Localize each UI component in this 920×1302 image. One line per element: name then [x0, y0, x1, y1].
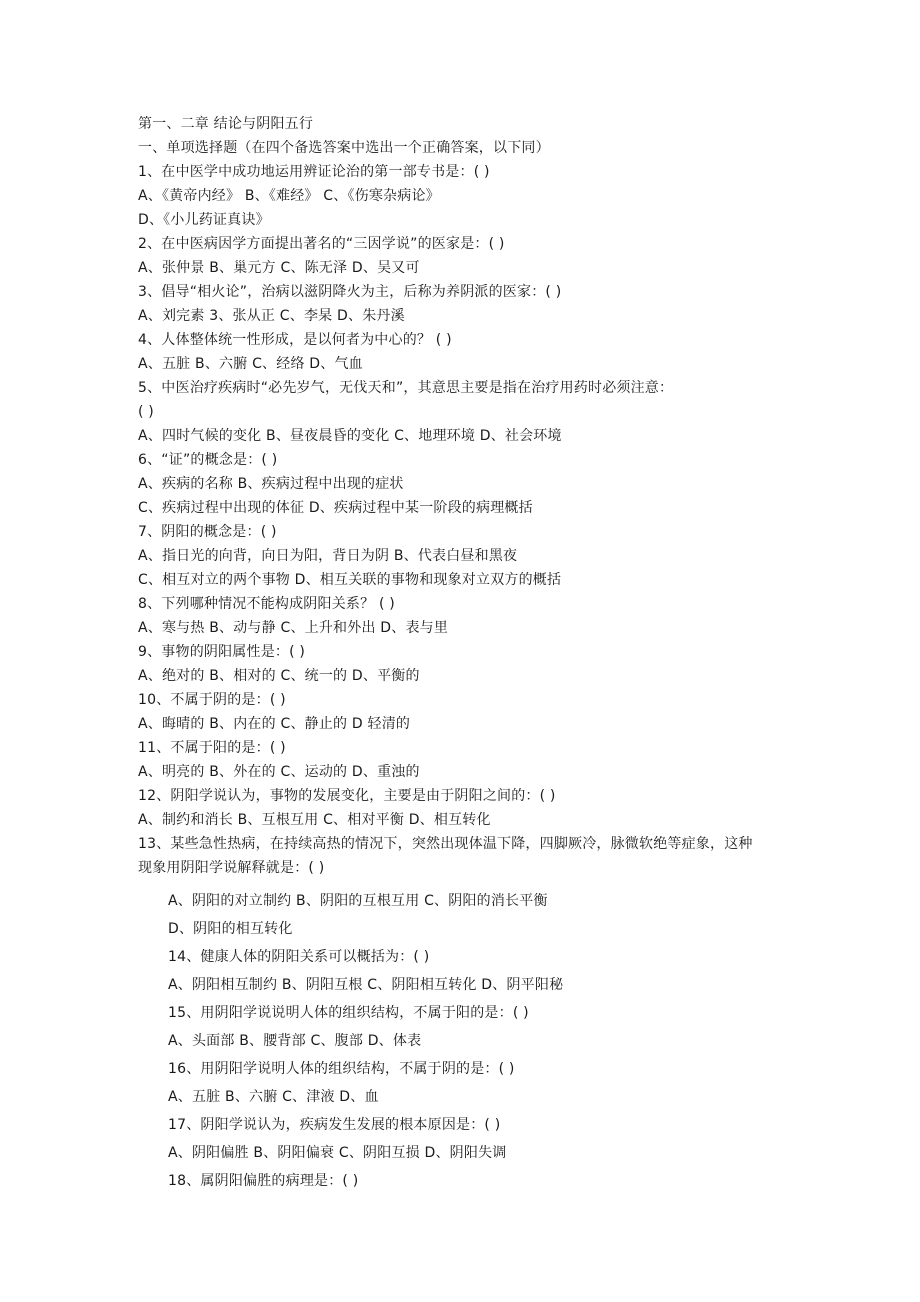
question-2: 2、在中医病因学方面提出著名的“三因学说”的医家是：( )	[138, 236, 505, 252]
options-1-cont: D、《小儿药证真诀》	[138, 212, 270, 228]
question-3: 3、倡导“相火论”，治病以滋阴降火为主，后称为养阴派的医家：( )	[138, 284, 562, 300]
options-9: A、绝对的 B、相对的 C、统一的 D、平衡的	[138, 668, 420, 684]
question-4: 4、人体整体统一性形成，是以何者为中心的？ ( )	[138, 332, 452, 348]
options-7-cd: C、相互对立的两个事物 D、相互关联的事物和现象对立双方的概括	[138, 572, 562, 588]
question-11: 11、不属于阳的是：( )	[138, 740, 286, 756]
options-13-d: D、阴阳的相互转化	[168, 921, 293, 937]
question-1: 1、在中医学中成功地运用辨证论治的第一部专书是：( )	[138, 164, 490, 180]
question-9: 9、事物的阴阳属性是：( )	[138, 644, 306, 660]
options-3: A、刘完素 3、张从正 C、李杲 D、朱丹溪	[138, 308, 405, 324]
question-13: 13、某些急性热病，在持续高热的情况下，突然出现体温下降，四脚厥冷，脉微软绝等症象，这种现象用阴阳学说解释就是：( )	[138, 836, 753, 876]
options-14: A、阴阳相互制约 B、阴阳互根 C、阴阳相互转化 D、阴平阳秘	[168, 977, 564, 993]
options-15: A、头面部 B、腰背部 C、腹部 D、体表	[168, 1033, 422, 1049]
document-body-indented	[168, 887, 768, 1195]
options-16: A、五脏 B、六腑 C、津液 D、血	[168, 1089, 379, 1105]
options-8: A、寒与热 B、动与静 C、上升和外出 D、表与里	[138, 620, 449, 636]
question-12: 12、阴阳学说认为，事物的发展变化，主要是由于阴阳之间的：( )	[138, 788, 556, 804]
chapter-title: 第一、二章 结论与阴阳五行	[138, 116, 314, 132]
question-6: 6、“证”的概念是：( )	[138, 452, 278, 468]
options-5: A、四时气候的变化 B、昼夜晨昏的变化 C、地理环境 D、社会环境	[138, 428, 562, 444]
question-10: 10、不属于阴的是：( )	[138, 692, 286, 708]
options-6-cd: C、疾病过程中出现的体征 D、疾病过程中某一阶段的病理概括	[138, 500, 533, 516]
question-16: 16、用阴阳学说明人体的组织结构，不属于阴的是：( )	[168, 1061, 515, 1077]
question-7: 7、阴阳的概念是：( )	[138, 524, 277, 540]
question-15: 15、用阴阳学说说明人体的组织结构，不属于阳的是：( )	[168, 1005, 529, 1021]
question-8: 8、下列哪种情况不能构成阴阳关系？ ( )	[138, 596, 395, 612]
options-11: A、明亮的 B、外在的 C、运动的 D、重浊的	[138, 764, 420, 780]
options-2: A、张仲景 B、巢元方 C、陈无泽 D、吴又可	[138, 260, 420, 276]
options-13-abc: A、阴阳的对立制约 B、阴阳的互根互用 C、阴阳的消长平衡	[168, 893, 548, 909]
options-7-ab: A、指日光的向背，向日为阳，背日为阴 B、代表白昼和黑夜	[138, 548, 518, 564]
question-14: 14、健康人体的阴阳关系可以概括为：( )	[168, 949, 430, 965]
question-5: 5、中医治疗疾病时“必先岁气，无伐天和”，其意思主要是指在治疗用药时必须注意：	[138, 380, 674, 396]
section-heading: 一、单项选择题（在四个备选答案中选出一个正确答案，以下同）	[138, 140, 550, 156]
question-17: 17、阴阳学说认为，疾病发生发展的根本原因是：( )	[168, 1117, 501, 1133]
options-4: A、五脏 B、六腑 C、经络 D、气血	[138, 356, 363, 372]
question-18: 18、属阴阳偏胜的病理是：( )	[168, 1173, 359, 1189]
question-5-blank: ( )	[138, 404, 154, 420]
options-17: A、阴阳偏胜 B、阴阳偏衰 C、阴阳互损 D、阴阳失调	[168, 1145, 507, 1161]
options-10: A、晦晴的 B、内在的 C、静止的 D 轻清的	[138, 716, 411, 732]
options-1: A、《黄帝内经》 B、《难经》 C、《伤寒杂病论》	[138, 188, 440, 204]
options-6-ab: A、疾病的名称 B、疾病过程中出现的症状	[138, 476, 404, 492]
document-body	[138, 112, 758, 880]
options-12: A、制约和消长 B、互根互用 C、相对平衡 D、相互转化	[138, 812, 491, 828]
